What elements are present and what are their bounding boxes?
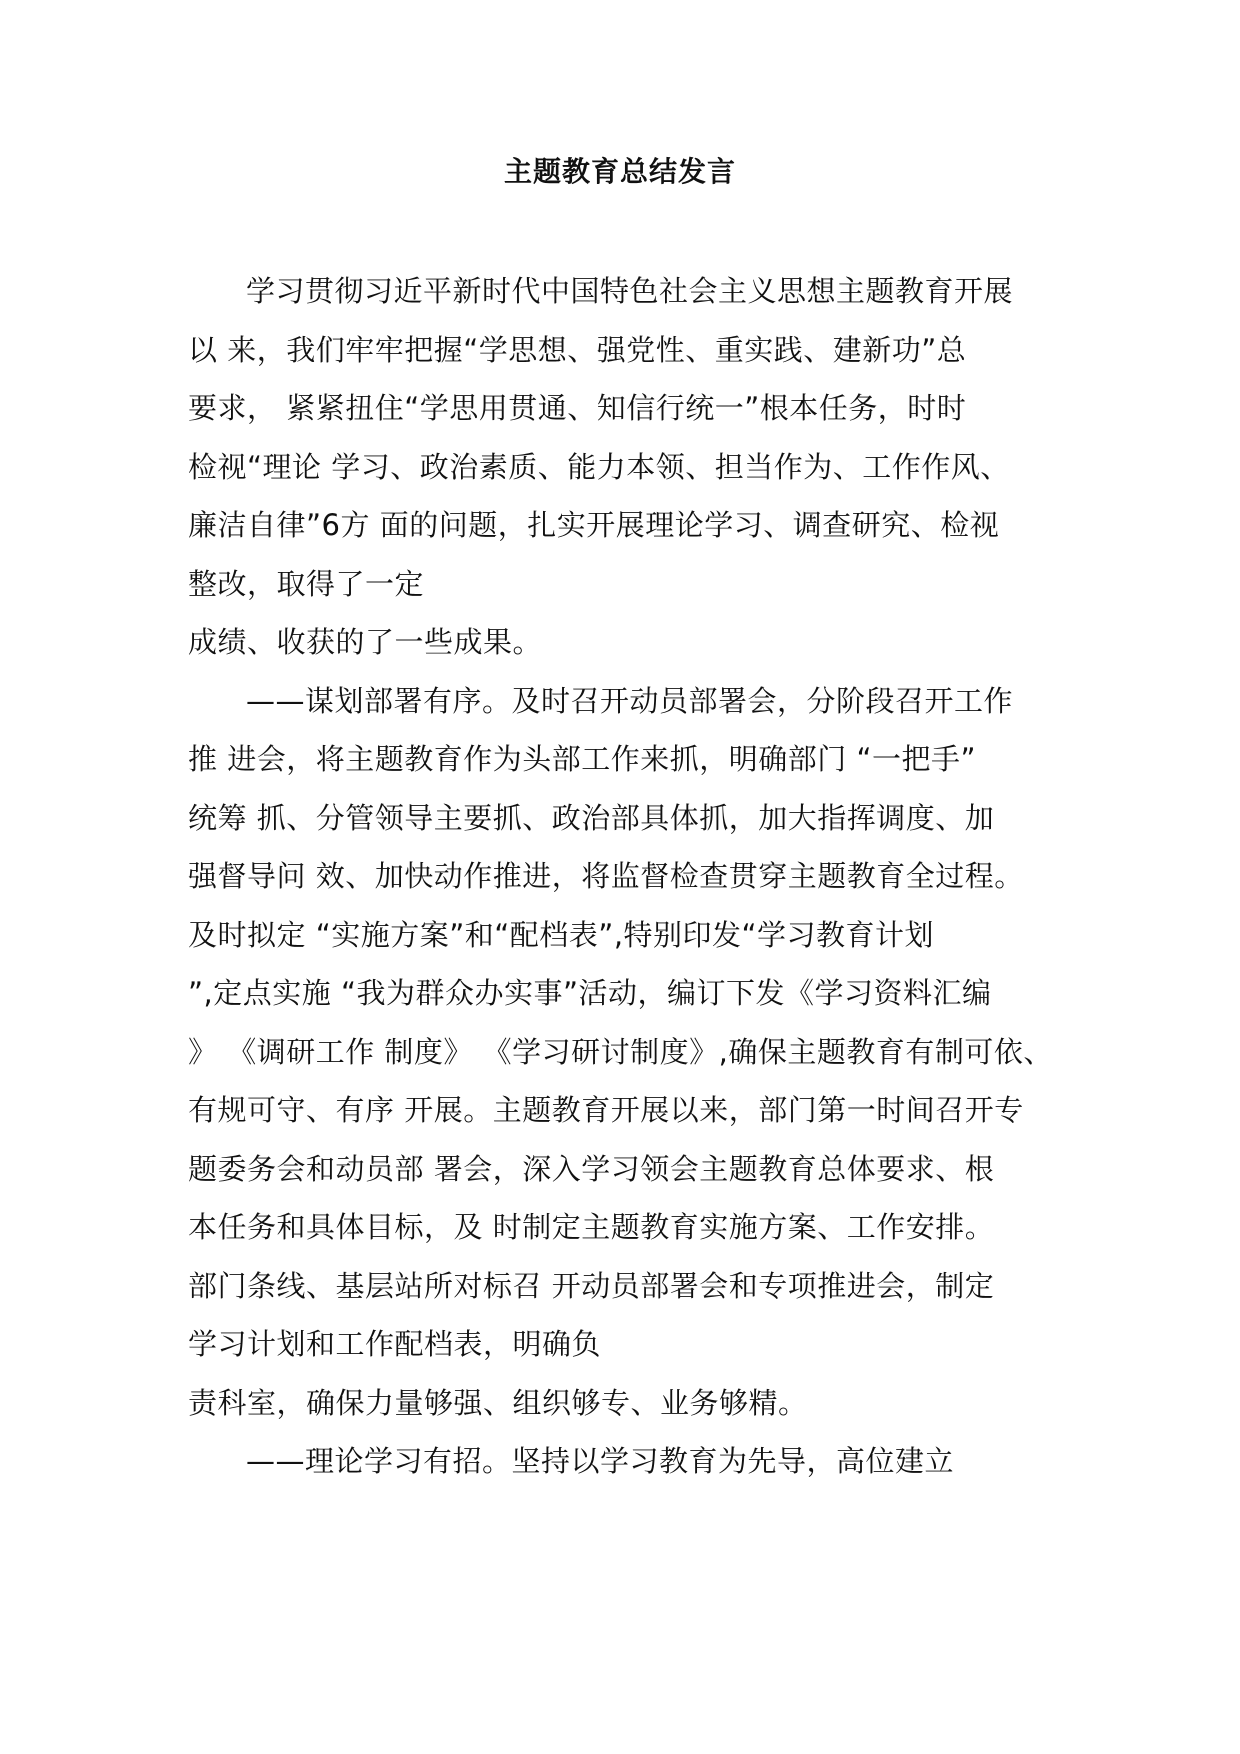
text-line: 本任务和具体目标，及 时制定主题教育实施方案、工作安排。 (188, 1210, 995, 1244)
text-line: 整改，取得了一定 (188, 566, 425, 601)
text-line: 部门条线、基层站所对标召 开动员部署会和专项推进会，制定 (188, 1268, 995, 1303)
text-line: 及时拟定 “实施方案”和“配档表”,特别印发“学习教育计划 (188, 917, 935, 952)
text-line: 统筹 抓、分管领导主要抓、政治部具体抓，加大指挥调度、加 (188, 800, 995, 835)
text-line: 有规可守、有序 开展。主题教育开展以来，部门第一时间召开专 (188, 1093, 1024, 1127)
text-line: 题委务会和动员部 署会，深入学习领会主题教育总体要求、根 (188, 1151, 995, 1186)
text-line: 推 进会，将主题教育作为头部工作来抓，明确部门 “一把手” (188, 742, 976, 776)
text-line: 》 《调研工作 制度》 《学习研讨制度》,确保主题教育有制可依、 (188, 1034, 1053, 1069)
text-line: 强督导问 效、加快动作推进，将监督检查贯穿主题教育全过程。 (188, 859, 1024, 893)
text-line: 检视“理论 学习、政治素质、能力本领、担当作为、工作作风、 (188, 449, 1010, 484)
text-line: 成绩、收获的了一些成果。 (188, 625, 543, 659)
text-line: 廉洁自律”6方 面的问题，扎实开展理论学习、调查研究、检视 (188, 508, 1000, 542)
text-line: 学习计划和工作配档表，明确负 (188, 1327, 602, 1361)
text-line: 要求， 紧紧扭住“学思用贯通、知信行统一”根本任务，时时 (188, 391, 967, 425)
text-line: 以 来，我们牢牢把握“学思想、强党性、重实践、建新功”总 (188, 332, 967, 367)
text-line: ——理论学习有招。坚持以学习教育为先导，高位建立 (246, 1444, 955, 1478)
text-line: ——谋划部署有序。及时召开动员部署会，分阶段召开工作 (246, 683, 1014, 718)
text-line: ”,定点实施 “我为群众办实事”活动，编订下发《学习资料汇编 (188, 976, 992, 1010)
text-line: 责科室，确保力量够强、组织够专、业务够精。 (188, 1385, 808, 1420)
document-title: 主题教育总结发言 (503, 155, 736, 188)
text-line: 学习贯彻习近平新时代中国特色社会主义思想主题教育开展 (246, 274, 1014, 308)
document-body (188, 262, 1088, 1491)
